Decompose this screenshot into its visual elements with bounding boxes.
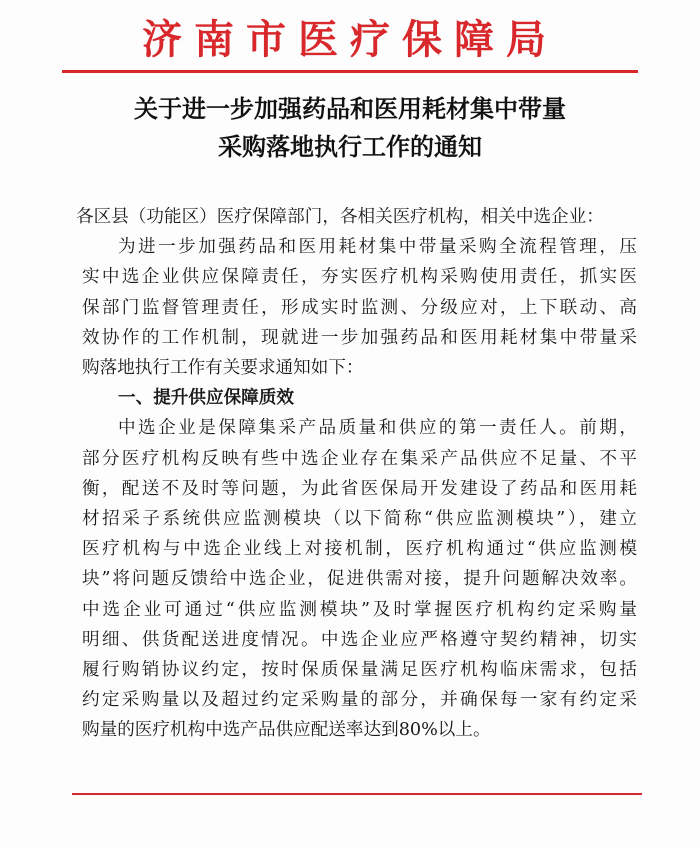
title-line-2: 采购落地执行工作的通知 [218,133,482,161]
section-1-line: 履行购销协议约定，按时保质保量满足医疗机构临床需求，包括 [82,660,637,681]
addressee: 各区县（功能区）医疗保障部门，各相关医疗机构，相关中选企业： [76,207,604,227]
section-1-paragraph [82,413,637,745]
section-1-line: 部分医疗机构反映有些中选企业存在集采产品供应不足量、不平 [82,448,637,469]
intro-paragraph [82,232,637,383]
section-1-line: 块”将问题反馈给中选企业，促进供需对接，提升问题解决效率。 [82,569,637,590]
agency-letterhead: 济南市医疗保障局 [142,16,558,63]
intro-line: 保部门监督管理责任，形成实时监测、分级应对，上下联动、高 [82,297,637,318]
bottom-red-rule [72,793,642,795]
section-1-line: 中选企业可通过“供应监测模块”及时掌握医疗机构约定采购量 [82,599,637,620]
document-body [76,202,637,746]
intro-line: 实中选企业供应保障责任，夯实医疗机构采购使用责任，抓实医 [82,267,637,288]
section-1-heading: 一、提升供应保障质效 [118,388,294,409]
section-1-line: 衡，配送不及时等问题，为此省医保局开发建设了药品和医用耗 [82,478,637,499]
section-1-line: 明细、供货配送进度情况。中选企业应严格遵守契约精神，切实 [82,629,637,650]
section-1-line: 中选企业是保障集采产品质量和供应的第一责任人。前期， [118,418,637,439]
section-1-line: 材招采子系统供应监测模块（以下简称“供应监测模块”），建立 [82,509,637,530]
letterhead-red-rule [62,70,638,73]
intro-line: 效协作的工作机制，现就进一步加强药品和医用耗材集中带量采 [82,327,637,348]
intro-line: 为进一步加强药品和医用耗材集中带量采购全流程管理，压 [118,237,637,258]
section-1-line: 医疗机构与中选企业线上对接机制，医疗机构通过“供应监测模 [82,539,637,560]
intro-line: 购落地执行工作有关要求通知如下： [82,358,364,379]
document-title [60,90,640,166]
section-1-line: 购量的医疗机构中选产品供应配送率达到80%以上。 [82,720,491,741]
section-1-line: 约定采购量以及超过约定采购量的部分，并确保每一家有约定采 [82,690,637,711]
title-line-1: 关于进一步加强药品和医用耗材集中带量 [134,95,566,123]
